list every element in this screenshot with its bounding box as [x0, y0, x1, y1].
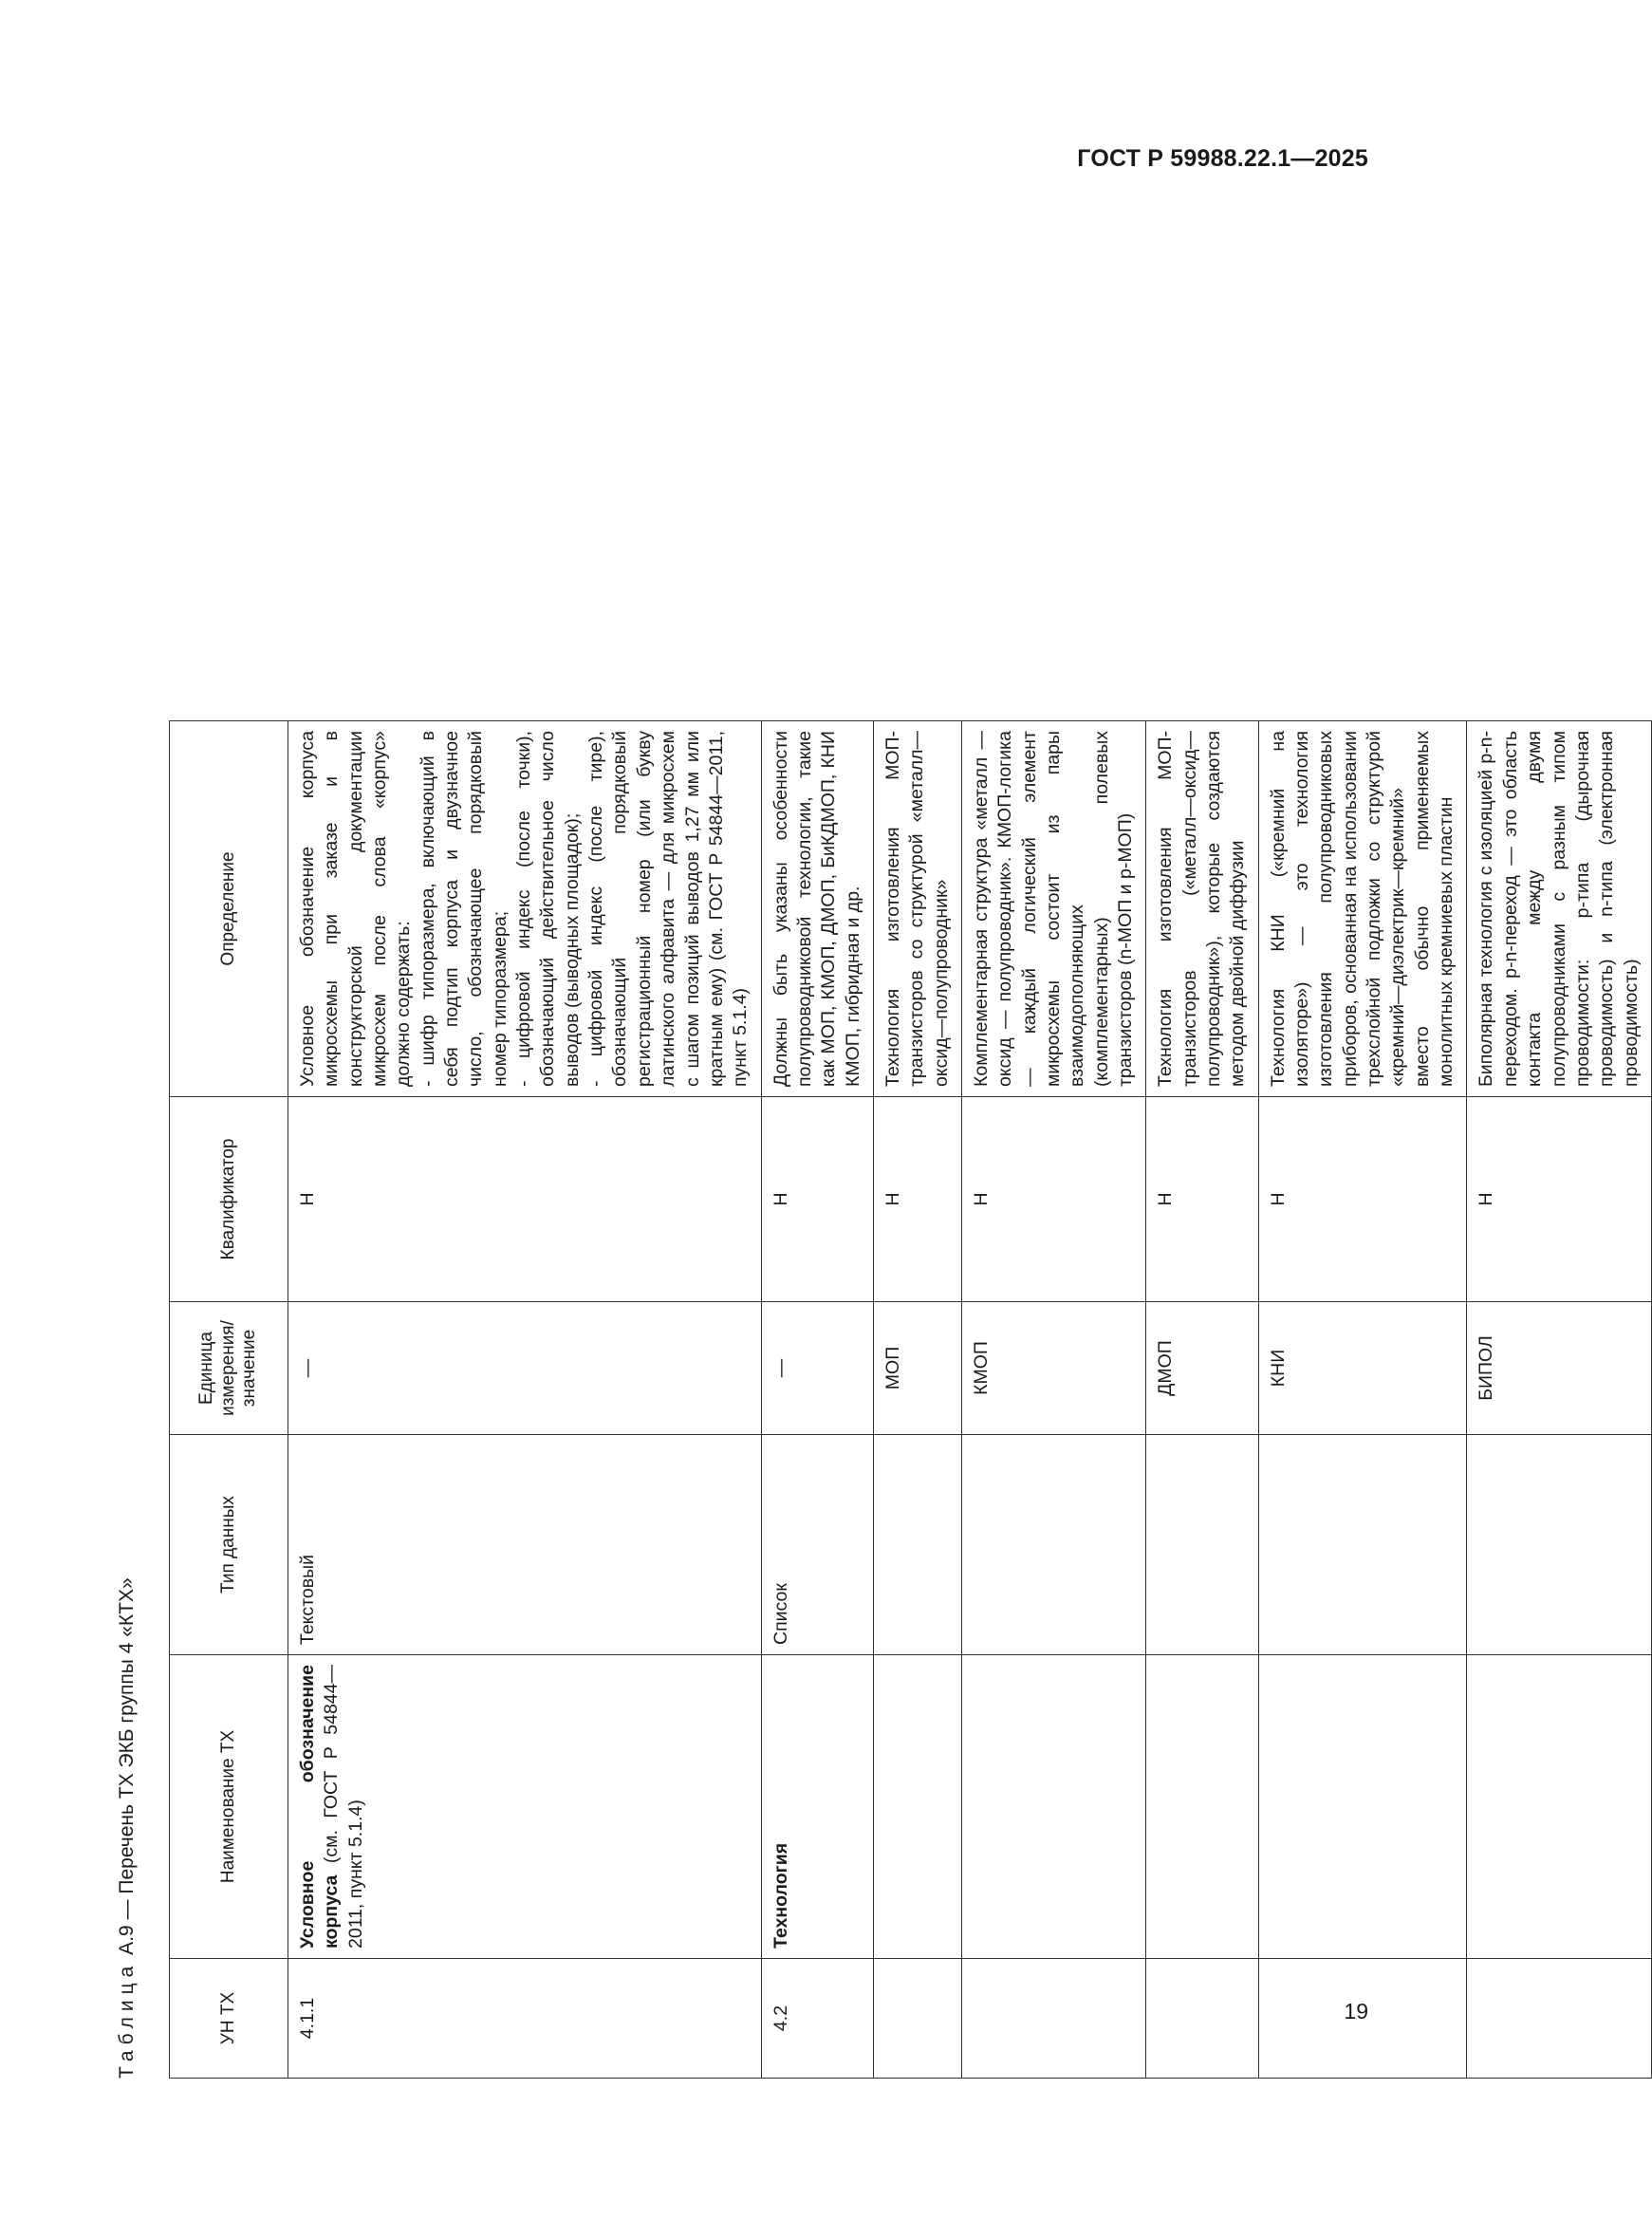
- row-name-bold: Технология: [770, 1842, 791, 1949]
- row-unit: КНИ: [1258, 1302, 1467, 1435]
- standard-designation: ГОСТ Р 59988.22.1—2025: [1077, 145, 1368, 172]
- row-definition: [1258, 721, 1467, 1097]
- row-name: [288, 1655, 762, 1959]
- row-definition: [961, 721, 1145, 1097]
- row-name: [1467, 1655, 1651, 1959]
- row-id: [873, 1959, 961, 2079]
- table-caption: [116, 1577, 139, 2079]
- row-unit: БИПОЛ: [1467, 1302, 1651, 1435]
- row-id: 4.1.1: [288, 1959, 762, 2079]
- definition-line: Технология изготовления МОП-транзисторов со структурой «металл—оксид—полупроводник»: [882, 731, 952, 1087]
- definition-line: - шифр типоразмера, включающий в себя подтип корпуса и двузначное число, обозначающее порядковый номер типоразмера;: [417, 731, 510, 1087]
- row-definition: [761, 721, 873, 1097]
- row-qualifier: Н: [873, 1097, 961, 1302]
- row-name: [1146, 1655, 1258, 1959]
- definition-line: Комплементарная структура «металл — оксид — полупроводник». КМОП-логика — каждый логический элемент микросхемы состоит из пары взаимодополняющих (комплементарных) полевых транзисторов (n-МОП и p-МОП): [970, 731, 1136, 1087]
- row-name: [961, 1655, 1145, 1959]
- characteristics-table: [169, 720, 1652, 2079]
- table-row: [873, 721, 961, 2079]
- row-qualifier: Н: [1258, 1097, 1467, 1302]
- column-header-definition: Определение: [170, 721, 288, 1097]
- row-type: [1146, 1435, 1258, 1655]
- table-row: [1146, 721, 1258, 2079]
- row-unit: МОП: [873, 1302, 961, 1435]
- row-name-rest: (см. ГОСТ Р 54844—2011, пункт 5.1.4): [321, 1665, 366, 1949]
- row-name: [873, 1655, 961, 1959]
- row-qualifier: Н: [1146, 1097, 1258, 1302]
- row-definition: [873, 721, 961, 1097]
- row-qualifier: Н: [961, 1097, 1145, 1302]
- table-row: [761, 721, 873, 2079]
- column-header-id: УН ТХ: [170, 1959, 288, 2079]
- row-id: [1467, 1959, 1651, 2079]
- row-definition: [288, 721, 762, 1097]
- definition-line: - цифровой индекс (после тире), обозначающий порядковый регистрационный номер (или букву латинского алфавита — для микросхем с шагом позиций выводов 1,27 мм или кратным ему) (см. ГОСТ Р 54844—2011, пункт 5.1.4): [585, 731, 752, 1087]
- row-name-bold: Условное обозначение корпуса: [297, 1665, 343, 1949]
- row-id: 4.2: [761, 1959, 873, 2079]
- row-name: [761, 1655, 873, 1959]
- rotated-table-section: [104, 171, 1642, 2079]
- caption-text: А.9 — Перечень ТХ ЭКБ группы 4 «КТХ»: [116, 1577, 138, 1955]
- definition-line: Должны быть указаны особенности полупроводниковой технологии, такие как МОП, КМОП, ДМОП, БиКДМОП, КНИ КМОП, гибридная и др.: [770, 731, 863, 1087]
- definition-line: Условное обозначение корпуса микросхемы при заказе и в конструкторской документации микросхем после слова «корпус» должно содержать:: [297, 731, 415, 1087]
- column-header-unit: Единица измерения/ значение: [170, 1302, 288, 1435]
- column-header-qualifier: Квалификатор: [170, 1097, 288, 1302]
- table-row: [288, 721, 762, 2079]
- row-qualifier: Н: [1467, 1097, 1651, 1302]
- definition-line: Технология изготовления МОП-транзисторов («металл—оксид—полупроводник»), которые создаются методом двойной диффузии: [1155, 731, 1249, 1087]
- column-header-type: Тип данных: [170, 1435, 288, 1655]
- row-unit: ДМОП: [1146, 1302, 1258, 1435]
- row-definition: [1467, 721, 1651, 1097]
- row-unit: —: [288, 1302, 762, 1435]
- column-header-name: Наименование ТХ: [170, 1655, 288, 1959]
- row-id: [1146, 1959, 1258, 2079]
- caption-prefix: Таблица: [116, 1960, 138, 2079]
- page-number: 19: [1344, 1999, 1368, 2023]
- row-unit: КМОП: [961, 1302, 1145, 1435]
- row-type: Список: [761, 1435, 873, 1655]
- row-type: Текстовый: [288, 1435, 762, 1655]
- row-unit: —: [761, 1302, 873, 1435]
- row-id: [961, 1959, 1145, 2079]
- row-type: [1467, 1435, 1651, 1655]
- table-header-row: [170, 721, 288, 2079]
- table-row: [1258, 721, 1467, 2079]
- definition-line: - цифровой индекс (после точки), обозначающий действительное число выводов (выводных площадок);: [513, 731, 583, 1087]
- definition-line: Биполярная технология с изоляцией p-n-переходом. p-n-переход — это область контакта между двумя полупроводниками с разным типом проводимости: p-типа (дырочная проводимость) и n-типа (электронная проводимость): [1476, 731, 1642, 1087]
- row-type: [873, 1435, 961, 1655]
- row-qualifier: Н: [288, 1097, 762, 1302]
- row-type: [961, 1435, 1145, 1655]
- definition-line: Технология КНИ («кремний на изоляторе») — это технология изготовления полупроводниковых приборов, основанная на использовании трехслойной подложки со структурой «кремний—диэлектрик—кремний» вместо обычно применяемых монолитных кремниевых пластин: [1267, 731, 1457, 1087]
- table-row: [1467, 721, 1651, 2079]
- row-definition: [1146, 721, 1258, 1097]
- table-row: [961, 721, 1145, 2079]
- row-qualifier: Н: [761, 1097, 873, 1302]
- row-type: [1258, 1435, 1467, 1655]
- row-name: [1258, 1655, 1467, 1959]
